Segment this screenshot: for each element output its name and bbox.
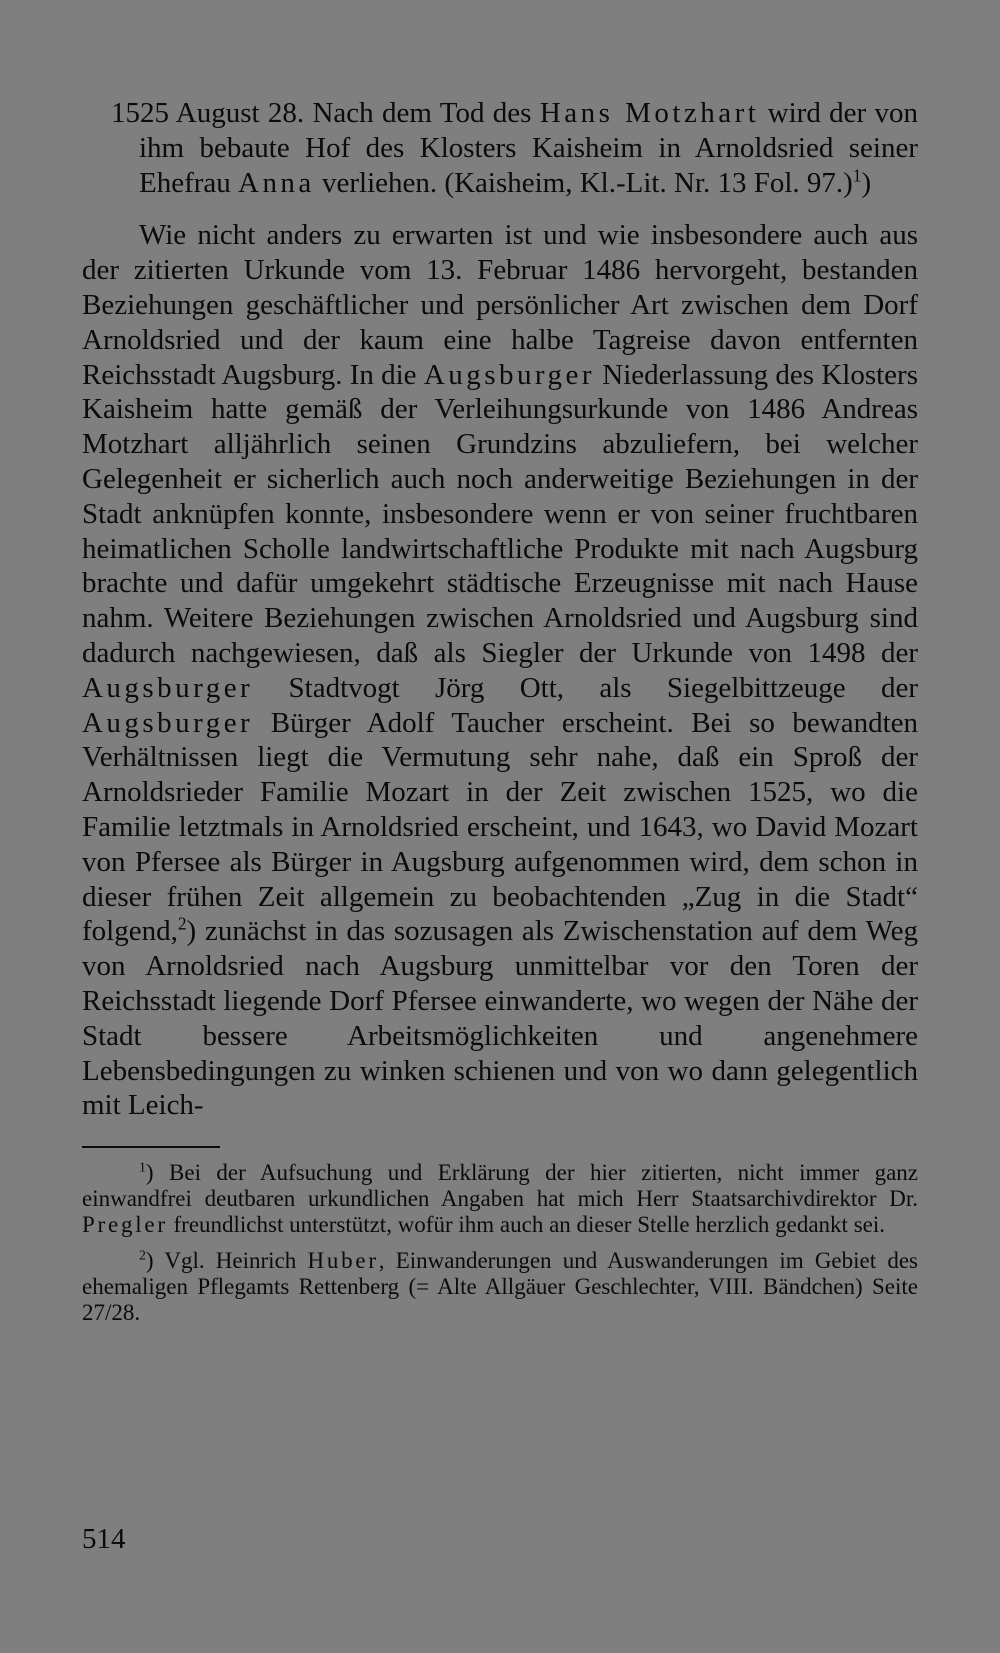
footnote-marker: 2 xyxy=(139,1247,146,1263)
footnote-separator xyxy=(82,1146,220,1148)
emphasized-word: Augsburger xyxy=(82,706,254,739)
page-number: 514 xyxy=(82,1523,126,1555)
footnote: $^1$) Bei der Aufsuchung und Erklärung der hier zitierten, nicht immer ganz einwandfrei deutbaren urkundlichen Angaben hat mich Herr Staatsarchivdirektor Dr. Pregler freundlichst unterstützt, wofür ihm auch an dieser Stelle herzlich gedankt sei. xyxy=(82,1159,918,1238)
footnote-ref[interactable]: 2 xyxy=(177,913,187,934)
emphasized-word: Huber xyxy=(307,1248,379,1274)
entry-date: 1525 August 28. xyxy=(111,97,305,129)
footnote: $^2$) Vgl. Heinrich Huber, Einwanderungen und Auswanderungen im Gebiet des ehemaligen Pflegamts Rettenberg (= Alte Allgäuer Geschlechter, VIII. Bändchen) Seite 27/28. xyxy=(82,1247,918,1326)
person-name: Anna xyxy=(238,166,315,199)
regest-entry: 1525 August 28. Nach dem Tod des Hans Motzhart wird der von ihm bebaute Hof des Klosters Kaisheim in Arnoldsried seiner Ehefrau Anna verliehen. (Kaisheim, Kl.-Lit. Nr. 13 Fol. 97.)$^1$) xyxy=(111,97,919,199)
footnote-marker: 1 xyxy=(139,1159,146,1175)
emphasized-word: Augsburger xyxy=(82,671,254,704)
document-page xyxy=(82,96,918,1336)
body-paragraph: Wie nicht anders zu erwarten ist und wie insbesondere auch aus der zitierten Urkunde vom 13. Februar 1486 hervorgeht, bestanden Beziehungen geschäftlicher und persönlicher Art zwischen dem Dorf Arnoldsried und der kaum eine halbe Tagreise davon entfernten Reichsstadt Augsburg. In die Augsburger Niederlassung des Klosters Kaisheim hatte gemäß der Verleihungsurkunde von 1486 Andreas Motzhart alljährlich seinen Grundzins abzuliefern, bei welcher Gelegenheit er sicherlich auch noch anderweitige Beziehungen in der Stadt anknüpfen konnte, insbesondere wenn er von seiner fruchtbaren heimatlichen Scholle landwirtschaftliche Produkte mit nach Augsburg brachte und dafür umgekehrt städtische Erzeugnisse mit nach Hause nahm. Weitere Beziehungen zwischen Arnoldsried und Augsburg sind dadurch nachgewiesen, daß als Siegler der Urkunde von 1498 der Augsburger Stadtvogt Jörg Ott, als Siegelbittzeuge der Augsburger Bürger Adolf Taucher erscheint. Bei so bewandten Verhältnissen liegt die Vermutung sehr nahe, daß ein Sproß der Arnoldsrieder Familie Mozart in der Zeit zwischen 1525, wo die Familie letztmals in Arnoldsried erscheint, und 1643, wo David Mozart von Pfersee als Bürger in Augsburg aufgenommen wird, dem schon in dieser frühen Zeit allgemein zu beobachtenden „Zug in die Stadt“ folgend,$^2$) zunächst in das sozusagen als Zwischenstation auf dem Weg von Arnoldsried nach Augsburg unmittelbar vor den Toren der Reichsstadt liegende Dorf Pfersee einwanderte, wo wegen der Nähe der Stadt bessere Arbeitsmöglichkeiten und angenehmere Lebensbedingungen zu winken schienen und von wo dann gelegentlich mit Leich- xyxy=(82,219,918,1122)
emphasized-word: Augsburger xyxy=(423,358,596,391)
person-name: Hans Motzhart xyxy=(539,97,760,129)
footnote-ref[interactable]: 1 xyxy=(852,165,862,186)
emphasized-word: Pregler xyxy=(82,1212,168,1238)
